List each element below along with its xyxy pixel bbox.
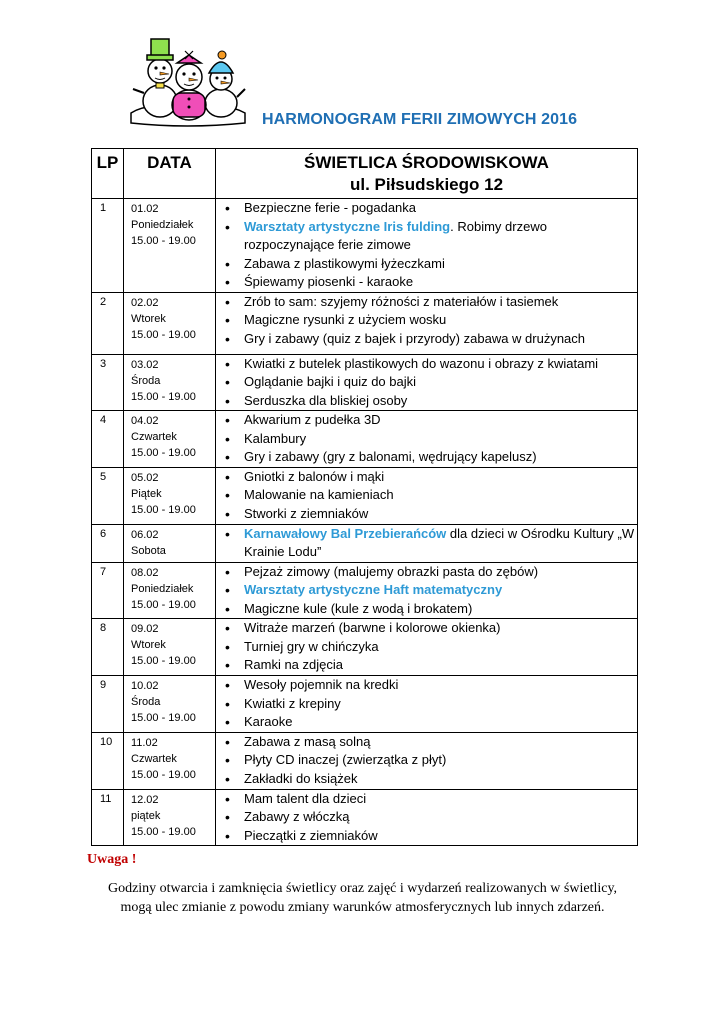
row-activities bbox=[216, 619, 638, 676]
notice-label: Uwaga ! bbox=[87, 852, 137, 867]
activity-item bbox=[216, 733, 637, 752]
row-day: Piątek bbox=[131, 487, 162, 500]
activity-text: Pejzaż zimowy (malujemy obrazki pasta do zębów) bbox=[244, 563, 539, 579]
activity-item bbox=[216, 695, 637, 714]
row-number: 6 bbox=[92, 524, 124, 562]
activity-item bbox=[216, 255, 637, 274]
activity-item bbox=[216, 581, 637, 600]
row-hours: 15.00 - 19.00 bbox=[131, 768, 196, 781]
table-header-row bbox=[92, 149, 638, 199]
activity-text: Zabawa z plastikowymi łyżeczkami bbox=[244, 255, 445, 271]
row-date-cell bbox=[124, 789, 216, 846]
activity-item bbox=[216, 525, 637, 562]
activity-text: . Robimy drzewo rozpoczynające ferie zimowe bbox=[244, 218, 547, 252]
table-row bbox=[92, 524, 638, 562]
header-place-address: ul. Piłsudskiego 12 bbox=[349, 175, 504, 194]
row-date: 09.02 bbox=[131, 623, 159, 635]
row-day: Środa bbox=[131, 696, 161, 708]
row-number: 4 bbox=[92, 411, 124, 468]
activity-item bbox=[216, 770, 637, 789]
activity-text: dla dzieci w Ośrodku Kultury „W Krainie Lodu” bbox=[244, 525, 635, 559]
row-activities bbox=[216, 199, 638, 293]
activity-item bbox=[216, 430, 637, 449]
row-activities bbox=[216, 789, 638, 846]
activity-item bbox=[216, 638, 637, 657]
row-hours: 15.00 - 19.00 bbox=[131, 825, 196, 838]
row-hours: 15.00 - 19.00 bbox=[131, 503, 196, 516]
row-activities bbox=[216, 732, 638, 789]
row-number: 8 bbox=[92, 619, 124, 676]
row-activities bbox=[216, 676, 638, 733]
table-row bbox=[92, 676, 638, 733]
row-day: Czwartek bbox=[131, 431, 177, 443]
activity-text: Gniotki z balonów i mąki bbox=[244, 468, 385, 484]
activity-text: Mam talent dla dzieci bbox=[244, 790, 367, 806]
activity-item bbox=[216, 713, 637, 732]
row-date: 08.02 bbox=[131, 566, 159, 579]
row-date-cell bbox=[124, 292, 216, 354]
activity-text: Pieczątki z ziemniaków bbox=[244, 827, 378, 843]
row-date: 05.02 bbox=[131, 471, 159, 484]
activity-item bbox=[216, 411, 637, 430]
page-title: HARMONOGRAM FERII ZIMOWYCH 2016 bbox=[262, 111, 578, 128]
row-date-cell bbox=[124, 467, 216, 524]
row-date-cell bbox=[124, 354, 216, 411]
table-row bbox=[92, 199, 638, 293]
activity-text: Magiczne rysunki z użyciem wosku bbox=[244, 312, 447, 327]
table-row bbox=[92, 467, 638, 524]
row-number: 7 bbox=[92, 562, 124, 619]
activity-item bbox=[216, 563, 637, 582]
highlighted-event: Karnawałowy Bal Przebierańców bbox=[244, 525, 447, 541]
row-date-cell bbox=[124, 411, 216, 468]
schedule-table bbox=[91, 148, 638, 846]
row-number: 11 bbox=[92, 789, 124, 846]
activity-item bbox=[216, 468, 637, 487]
row-day: Środa bbox=[131, 374, 161, 387]
header-place-name: ŚWIETLICA ŚRODOWISKOWA bbox=[304, 153, 549, 172]
row-number: 10 bbox=[92, 732, 124, 789]
activity-text: Oglądanie bajki i quiz do bajki bbox=[244, 374, 416, 389]
activity-text: Witraże marzeń (barwne i kolorowe okienka) bbox=[244, 620, 501, 635]
activity-item bbox=[216, 486, 637, 505]
row-number: 5 bbox=[92, 467, 124, 524]
table-row bbox=[92, 354, 638, 411]
activity-text: Serduszka dla bliskiej osoby bbox=[244, 392, 408, 408]
row-hours: 15.00 - 19.00 bbox=[131, 447, 196, 459]
activity-text: Kwiatki z krepiny bbox=[244, 695, 341, 711]
table-row bbox=[92, 562, 638, 619]
highlighted-event: Warsztaty artystyczne Haft matematyczny bbox=[244, 582, 503, 597]
row-hours: 15.00 - 19.00 bbox=[131, 390, 196, 403]
activity-text: Kalambury bbox=[244, 430, 307, 446]
row-number: 2 bbox=[92, 292, 124, 354]
activity-item bbox=[216, 676, 637, 695]
header-place bbox=[216, 149, 638, 199]
header-lp: LP bbox=[92, 149, 124, 199]
activity-text: Bezpieczne ferie - pogadanka bbox=[244, 200, 417, 215]
table-row bbox=[92, 732, 638, 789]
row-day: Poniedziałek bbox=[131, 219, 194, 231]
activity-item bbox=[216, 273, 637, 292]
row-activities bbox=[216, 524, 638, 562]
activity-item bbox=[216, 311, 637, 330]
activity-text: Wesoły pojemnik na kredki bbox=[244, 677, 399, 692]
row-day: Czwartek bbox=[131, 752, 177, 765]
notice-line-1: Godziny otwarcia i zamknięcia świetlicy oraz zajęć i wydarzeń realizowanych w świetlicy, bbox=[107, 881, 618, 896]
notice-line-2: mogą ulec zmianie z powodu zmiany warunków atmosferycznych lub innych zdarzeń. bbox=[120, 900, 605, 915]
table-row bbox=[92, 411, 638, 468]
row-date: 06.02 bbox=[131, 528, 159, 541]
row-date-cell bbox=[124, 732, 216, 789]
activity-text: Płyty CD inaczej (zwierzątka z płyt) bbox=[244, 752, 447, 767]
row-day: piątek bbox=[131, 809, 161, 822]
activity-item bbox=[216, 808, 637, 827]
row-date-cell bbox=[124, 562, 216, 619]
row-number: 3 bbox=[92, 354, 124, 411]
activity-text: Gry i zabawy (gry z balonami, wędrujący kapelusz) bbox=[244, 449, 537, 464]
activity-item bbox=[216, 330, 637, 349]
activity-text: Zrób to sam: szyjemy różności z materiałów i tasiemek bbox=[244, 293, 559, 309]
row-date: 10.02 bbox=[131, 680, 159, 692]
activity-text: Zabawy z włóczką bbox=[244, 809, 350, 824]
activity-item bbox=[216, 218, 637, 255]
activity-text: Stworki z ziemniaków bbox=[244, 505, 369, 521]
row-date: 03.02 bbox=[131, 358, 159, 371]
row-activities bbox=[216, 467, 638, 524]
row-hours: 15.00 - 19.00 bbox=[131, 598, 196, 611]
activity-text: Magiczne kule (kule z wodą i brokatem) bbox=[244, 600, 473, 616]
row-date-cell bbox=[124, 676, 216, 733]
activity-item bbox=[216, 448, 637, 467]
activity-text: Śpiewamy piosenki - karaoke bbox=[244, 274, 414, 289]
row-date: 01.02 bbox=[131, 203, 159, 215]
activity-text: Gry i zabawy (quiz z bajek i przyrody) zabawa w drużynach bbox=[244, 330, 586, 346]
activity-text: Zabawa z masą solną bbox=[244, 733, 371, 749]
activity-item bbox=[216, 600, 637, 619]
row-date: 11.02 bbox=[131, 736, 158, 749]
row-date: 02.02 bbox=[131, 296, 159, 309]
row-activities bbox=[216, 411, 638, 468]
activity-text: Akwarium z pudełka 3D bbox=[244, 412, 381, 427]
header-data: DATA bbox=[124, 149, 216, 199]
row-hours: 15.00 - 19.00 bbox=[131, 235, 196, 247]
row-hours: 15.00 - 19.00 bbox=[131, 712, 196, 724]
row-day: Poniedziałek bbox=[131, 582, 194, 595]
activity-item bbox=[216, 392, 637, 411]
activity-item bbox=[216, 790, 637, 809]
row-day: Sobota bbox=[131, 544, 166, 557]
activity-item bbox=[216, 505, 637, 524]
row-activities bbox=[216, 354, 638, 411]
activity-item bbox=[216, 827, 637, 846]
activity-item bbox=[216, 199, 637, 218]
row-number: 1 bbox=[92, 199, 124, 293]
row-hours: 15.00 - 19.00 bbox=[131, 655, 196, 667]
activity-text: Karaoke bbox=[244, 714, 293, 729]
activity-text: Turniej gry w chińczyka bbox=[244, 638, 379, 654]
notice-text bbox=[70, 879, 655, 917]
activity-item bbox=[216, 355, 637, 374]
row-day: Wtorek bbox=[131, 639, 166, 651]
activity-item bbox=[216, 751, 637, 770]
row-hours: 15.00 - 19.00 bbox=[131, 328, 196, 341]
activity-text: Kwiatki z butelek plastikowych do wazonu i obrazy z kwiatami bbox=[244, 355, 599, 371]
activity-item bbox=[216, 656, 637, 675]
row-date: 04.02 bbox=[131, 415, 159, 427]
table-row bbox=[92, 789, 638, 846]
activity-text: Zakładki do książek bbox=[244, 770, 358, 786]
activity-item bbox=[216, 373, 637, 392]
row-number: 9 bbox=[92, 676, 124, 733]
row-date-cell bbox=[124, 199, 216, 293]
row-activities bbox=[216, 292, 638, 354]
row-day: Wtorek bbox=[131, 312, 166, 325]
snowmen-icon bbox=[127, 33, 249, 128]
row-activities bbox=[216, 562, 638, 619]
row-date-cell bbox=[124, 524, 216, 562]
table-row bbox=[92, 292, 638, 354]
activity-item bbox=[216, 619, 637, 638]
activity-text: Malowanie na kamieniach bbox=[244, 487, 394, 502]
activity-item bbox=[216, 293, 637, 312]
highlighted-event: Warsztaty artystyczne Iris fulding bbox=[244, 218, 451, 234]
row-date-cell bbox=[124, 619, 216, 676]
table-row bbox=[92, 619, 638, 676]
activity-text: Ramki na zdjęcia bbox=[244, 657, 343, 672]
row-date: 12.02 bbox=[131, 793, 159, 806]
